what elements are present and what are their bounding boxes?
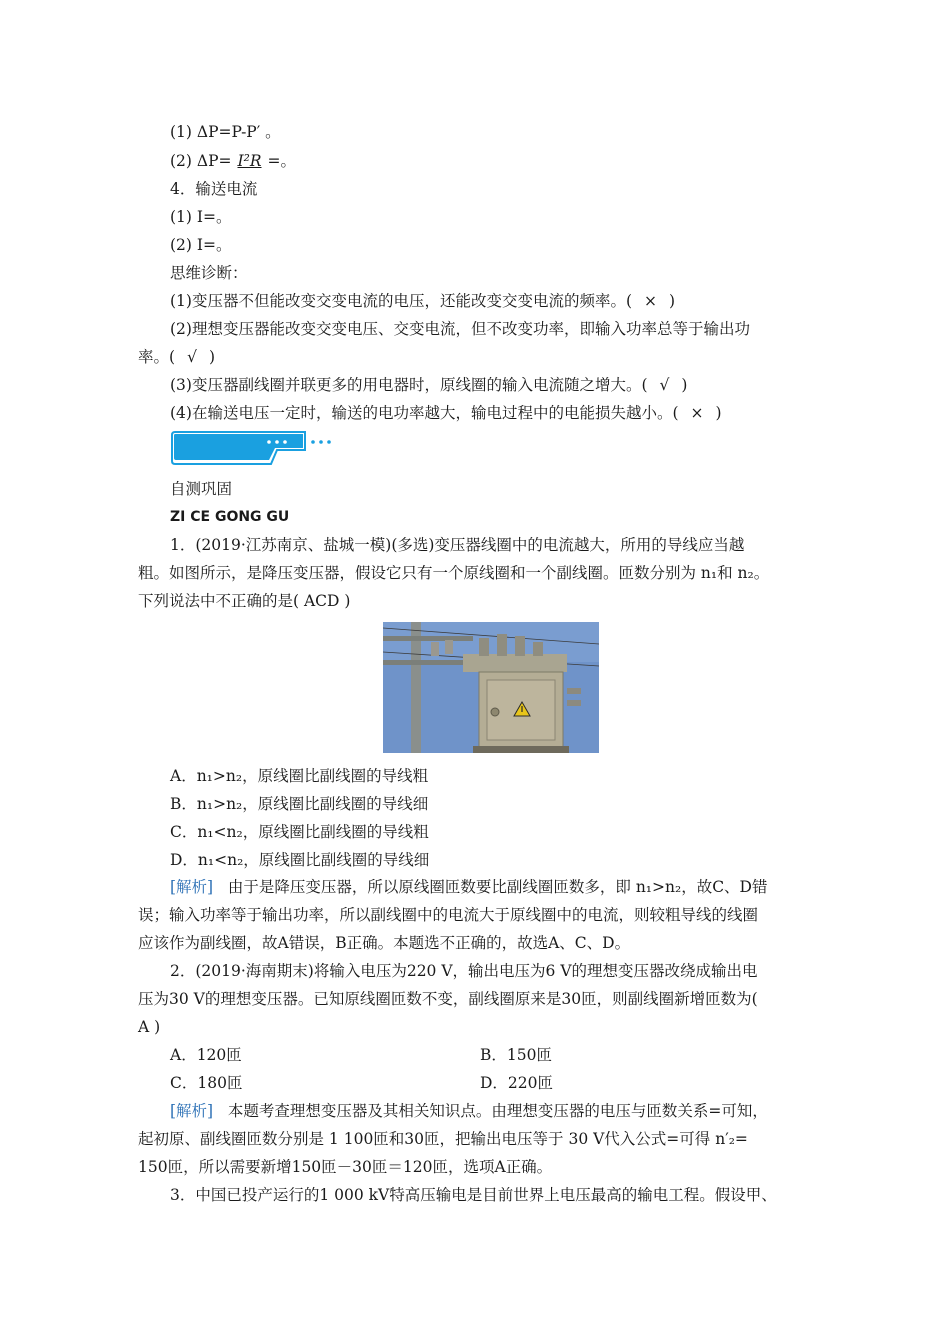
q2-option-a: A．120匝 xyxy=(170,1046,242,1064)
heading-transmission-current: 4．输送电流 xyxy=(170,180,258,198)
diagnosis-item-4 xyxy=(170,403,860,423)
q1-line-1: 1．(2019·江苏南京、盐城一模)(多选)变压器线圈中的电流越大，所用的导线应当越 xyxy=(170,536,745,554)
q2-option-d: D．220匝 xyxy=(480,1074,554,1092)
analysis-tag: [解析] xyxy=(170,1102,214,1120)
fill-blank: I²R xyxy=(237,152,262,170)
current-formula-2: (2) I=。 xyxy=(170,236,232,254)
transformer-illustration-icon xyxy=(383,622,599,753)
diagnosis-text: (4)在输送电压一定时，输送的电功率越大，输电过程中的电能损失越小。( xyxy=(170,404,679,422)
check-mark: √ xyxy=(659,376,670,394)
q1-analysis-line-2: 误；输入功率等于输出功率，所以副线圈中的电流大于原线圈中的电流，则较粗导线的线圈 xyxy=(138,906,759,924)
section-banner xyxy=(171,430,331,466)
transformer-photo xyxy=(383,622,599,753)
q1-option-d: D．n₁<n₂，原线圈比副线圈的导线细 xyxy=(170,851,430,869)
q2-analysis-line-1 xyxy=(170,1101,860,1121)
diagnosis-item-3 xyxy=(170,375,860,395)
q1-option-b: B．n₁>n₂，原线圈比副线圈的导线细 xyxy=(170,795,429,813)
q2-analysis-line-3: 150匝，所以需要新增150匝－30匝＝120匝，选项A正确。 xyxy=(138,1158,553,1176)
diagnosis-title: 思维诊断： xyxy=(170,264,248,282)
formula-suffix: =。 xyxy=(267,152,297,170)
q2-line-2: 压为30 V的理想变压器。已知原线圈匝数不变，副线圈原来是30匝，则副线圈新增匝数为( xyxy=(138,990,758,1008)
q1-line-2: 粗。如图所示，是降压变压器，假设它只有一个原线圈和一个副线圈。匝数分别为 n₁和 n₂。 xyxy=(138,564,770,582)
current-formula-1: (1) I=。 xyxy=(170,208,232,226)
q2-line-3: A ) xyxy=(138,1018,161,1036)
paren-close: ) xyxy=(715,404,722,422)
check-mark: √ xyxy=(187,348,197,366)
power-loss-formula-2 xyxy=(170,151,860,171)
q2-option-c: C．180匝 xyxy=(170,1074,243,1092)
q1-analysis-line-1 xyxy=(170,877,860,897)
q3-line-1: 3．中国已投产运行的1 000 kV特高压输电是目前世界上电压最高的输电工程。假设甲、 xyxy=(170,1186,777,1204)
q1-line-3: 下列说法中不正确的是( ACD ) xyxy=(138,592,351,610)
power-loss-formula-1: (1) ΔP=P-P′ 。 xyxy=(170,123,281,141)
analysis-text: 由于是降压变压器，所以原线圈匝数要比副线圈匝数多，即 n₁>n₂，故C、D错 xyxy=(227,878,768,896)
diagnosis-text: (3)变压器副线圈并联更多的用电器时，原线圈的输入电流随之增大。( xyxy=(170,376,648,394)
paren-close: ) xyxy=(681,376,688,394)
diagnosis-item-2a: (2)理想变压器能改变交变电压、交变电流，但不改变功率，即输入功率总等于输出功 xyxy=(170,320,750,338)
banner-shape-icon xyxy=(171,430,331,466)
diagnosis-item-2b xyxy=(138,347,828,367)
paren-close: ) xyxy=(669,292,676,310)
q2-line-1: 2．(2019·海南期末)将输入电压为220 V，输出电压为6 V的理想变压器改绕成输出电 xyxy=(170,962,758,980)
formula-prefix: (2) ΔP= xyxy=(170,152,232,170)
selftest-title: 自测巩固 xyxy=(170,480,233,498)
diagnosis-text: (1)变压器不但能改变交变电流的电压，还能改变交变电流的频率。( xyxy=(170,292,633,310)
analysis-tag: [解析] xyxy=(170,878,214,896)
wrong-mark: × xyxy=(644,292,658,310)
q1-option-c: C．n₁<n₂，原线圈比副线圈的导线粗 xyxy=(170,823,429,841)
diagnosis-text: 率。( xyxy=(138,348,176,366)
paren-close: ) xyxy=(208,348,216,366)
q2-analysis-line-2: 起初原、副线圈匝数分别是 1 100匝和30匝，把输出电压等于 30 V代入公式=可得 n′₂= xyxy=(138,1130,748,1148)
q1-option-a: A．n₁>n₂，原线圈比副线圈的导线粗 xyxy=(170,767,429,785)
selftest-pinyin: ZI CE GONG GU xyxy=(170,509,290,525)
wrong-mark: × xyxy=(690,404,704,422)
diagnosis-item-1 xyxy=(170,291,860,311)
analysis-text: 本题考查理想变压器及其相关知识点。由理想变压器的电压与匝数关系=可知， xyxy=(227,1102,768,1120)
q2-options-row-1 xyxy=(170,1045,670,1065)
q1-analysis-line-3: 应该作为副线圈，故A错误，B正确。本题选不正确的，故选A、C、D。 xyxy=(138,934,631,952)
q2-option-b: B．150匝 xyxy=(480,1046,552,1064)
q2-options-row-2 xyxy=(170,1073,670,1093)
